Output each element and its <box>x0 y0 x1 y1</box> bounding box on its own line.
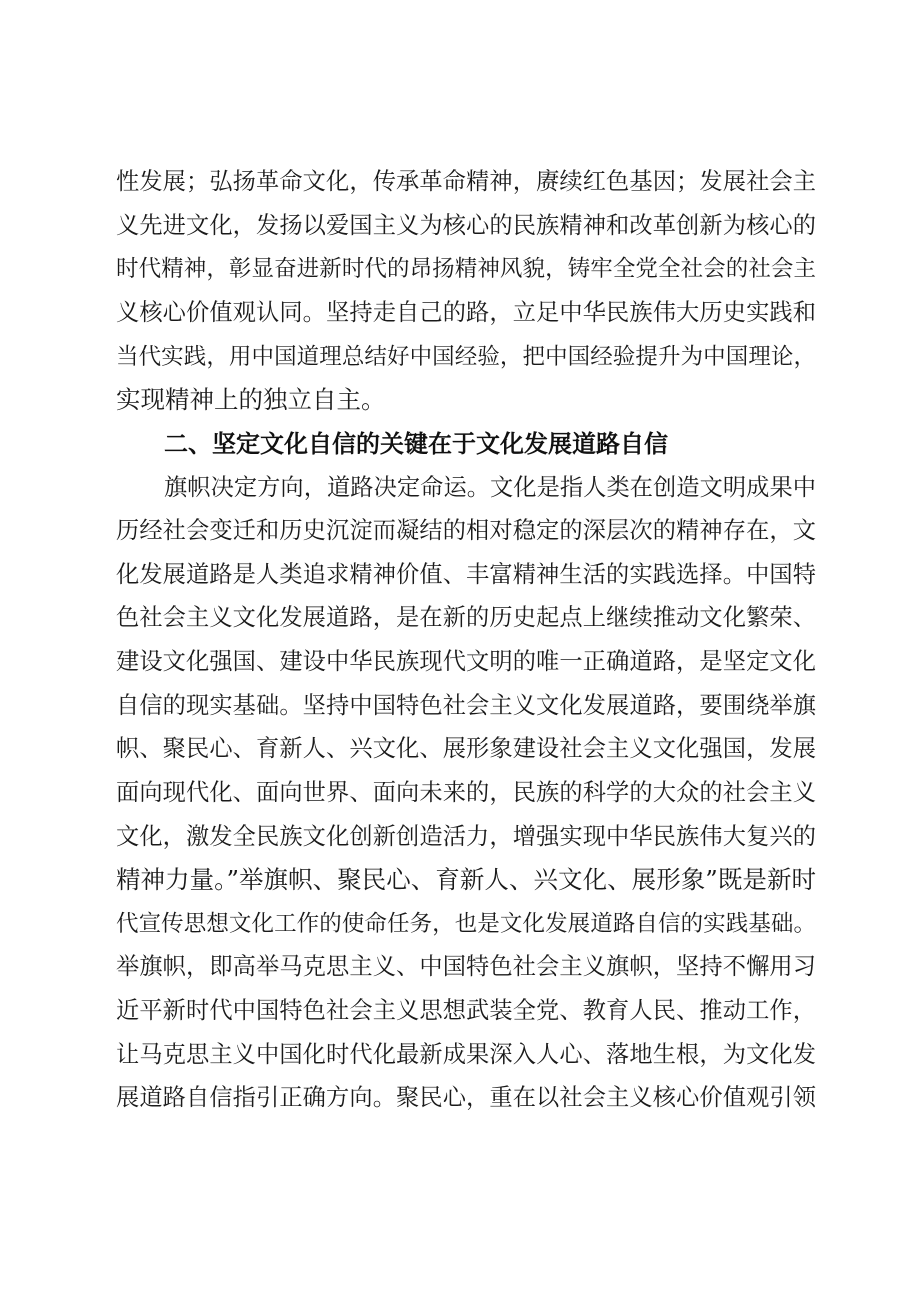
body-text-line: 近平新时代中国特色社会主义思想武装全党、教育人民、推动工作， <box>116 997 816 1024</box>
body-text-line: 义先进文化，发扬以爱国主义为核心的民族精神和改革创新为核心的 <box>116 212 816 239</box>
body-text-line: 实现精神上的独立自主。 <box>116 385 386 414</box>
body-text-line: 让马克思主义中国化时代化最新成果深入人心、落地生根，为文化发 <box>116 1041 816 1068</box>
body-text-line: 当代实践，用中国道理总结好中国经验，把中国经验提升为中国理论， <box>116 344 816 370</box>
body-text-line: 色社会主义文化发展道路，是在新的历史起点上继续推动文化繁荣、 <box>116 604 816 631</box>
body-text-line: 举旗帜，即高举马克思主义、中国特色社会主义旗帜，坚持不懈用习 <box>116 953 816 980</box>
body-text-line: 义核心价值观认同。坚持走自己的路，立足中华民族伟大历史实践和 <box>116 299 816 326</box>
body-text-line: 旗帜决定方向，道路决定命运。文化是指人类在创造文明成果中 <box>164 474 816 501</box>
body-text-line: 代宣传思想文化工作的使命任务，也是文化发展道路自信的实践基础。 <box>116 911 816 937</box>
body-text-line: 时代精神，彰显奋进新时代的昂扬精神风貌，铸牢全党全社会的社会主 <box>116 256 816 282</box>
body-text-line: 展道路自信指引正确方向。聚民心，重在以社会主义核心价值观引领 <box>116 1084 816 1111</box>
body-text-line: 自信的现实基础。坚持中国特色社会主义文化发展道路，要围绕举旗 <box>116 692 816 719</box>
body-text-line: 精神力量。”举旗帜、聚民心、育新人、兴文化、展形象”既是新时 <box>116 865 816 894</box>
body-text-line: 帜、聚民心、育新人、兴文化、展形象建设社会主义文化强国，发展 <box>116 735 816 762</box>
body-text-line: 性发展；弘扬革命文化，传承革命精神，赓续红色基因；发展社会主 <box>116 168 816 195</box>
body-text-line: 化发展道路是人类追求精神价值、丰富精神生活的实践选择。中国特 <box>116 561 816 588</box>
body-text-line: 历经社会变迁和历史沉淀而凝结的相对稳定的深层次的精神存在，文 <box>116 517 816 544</box>
section-heading: 二、坚定文化自信的关键在于文化发展道路自信 <box>164 430 668 458</box>
body-text-line: 建设文化强国、建设中华民族现代文明的唯一正确道路，是坚定文化 <box>116 648 816 675</box>
body-text-line: 面向现代化、面向世界、面向未来的，民族的科学的大众的社会主义 <box>116 779 816 806</box>
body-text-line: 文化，激发全民族文化创新创造活力，增强实现中华民族伟大复兴的 <box>116 823 816 850</box>
